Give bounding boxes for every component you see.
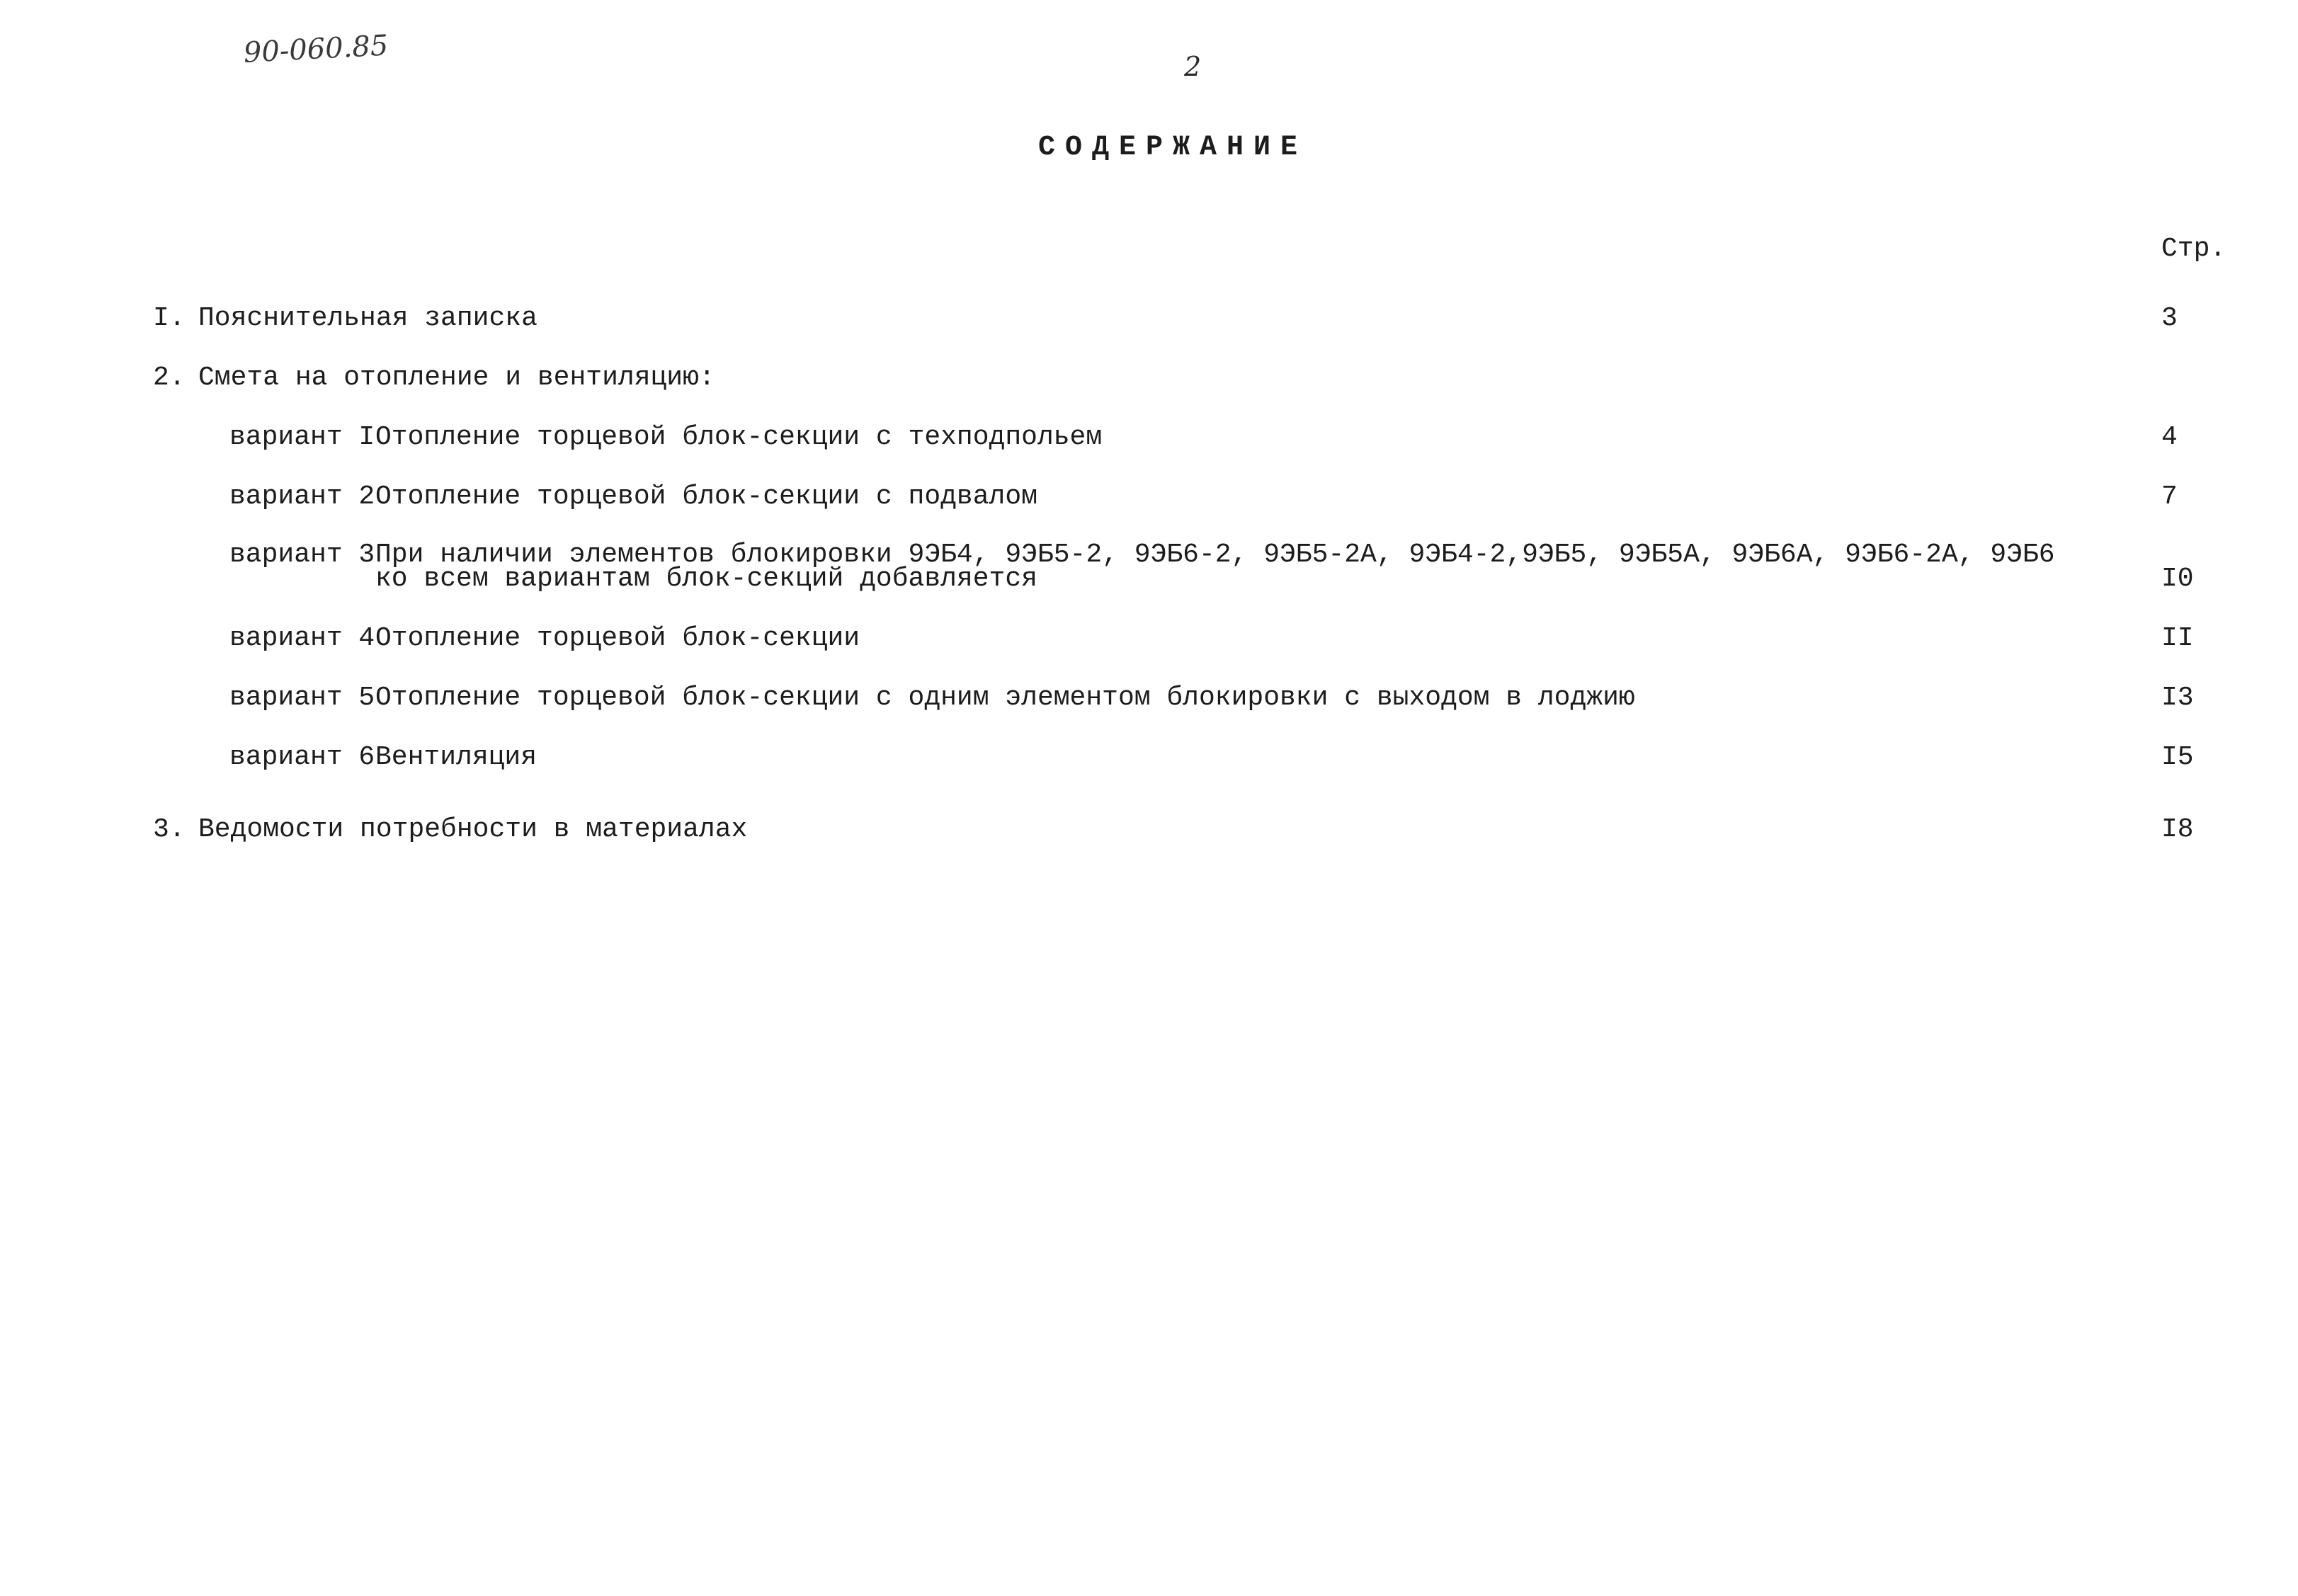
toc-item-page: I5	[2161, 742, 2194, 773]
toc-item-text: Отопление торцевой блок-секции с техподпольем	[375, 422, 1103, 452]
toc-item-text-continued: ко всем вариантам блок-секций добавляется	[375, 564, 1037, 594]
toc-variant-label: вариант 2	[229, 481, 375, 512]
toc-variant-label: вариант I	[229, 422, 375, 452]
toc-item-page: I8	[2161, 814, 2194, 845]
document-code: 90-060.85	[242, 29, 389, 69]
page-number: 2	[1184, 51, 1202, 82]
toc-item-page: 4	[2161, 422, 2178, 452]
toc-variant-label: вариант 3	[229, 540, 375, 570]
page-title: СОДЕРЖАНИЕ	[1038, 132, 1308, 164]
toc-item-page: I3	[2161, 683, 2194, 713]
toc-item-text: Вентиляция	[375, 742, 537, 773]
toc-item-number: 2.	[153, 363, 186, 393]
toc-variant-label: вариант 5	[229, 683, 375, 713]
toc-item-text: Отопление торцевой блок-секции с одним элементом блокировки с выходом в лоджию	[375, 683, 1635, 713]
page-column-header: Стр.	[2161, 234, 2226, 264]
toc-variant-label: вариант 4	[229, 623, 375, 654]
toc-item-text: Пояснительная записка	[198, 303, 537, 334]
toc-item-page: II	[2161, 623, 2194, 654]
toc-item-text: Отопление торцевой блок-секции	[375, 623, 860, 654]
toc-item-page: 3	[2161, 303, 2178, 334]
toc-item-number: 3.	[153, 814, 186, 845]
toc-item-page: 7	[2161, 481, 2178, 512]
toc-item-number: I.	[153, 303, 186, 334]
toc-item-text: Смета на отопление и вентиляцию:	[198, 363, 715, 393]
toc-variant-label: вариант 6	[229, 742, 375, 773]
toc-item-text: При наличии элементов блокировки 9ЭБ4, 9ЭБ5-2, 9ЭБ6-2, 9ЭБ5-2А, 9ЭБ4-2,9ЭБ5, 9ЭБ5А, 9ЭБ6А, 9ЭБ6-2А, 9ЭБ6	[375, 540, 2055, 570]
toc-item-text: Ведомости потребности в материалах	[198, 814, 748, 845]
toc-item-page: I0	[2161, 564, 2194, 594]
toc-item-text: Отопление торцевой блок-секции с подвалом	[375, 481, 1037, 512]
